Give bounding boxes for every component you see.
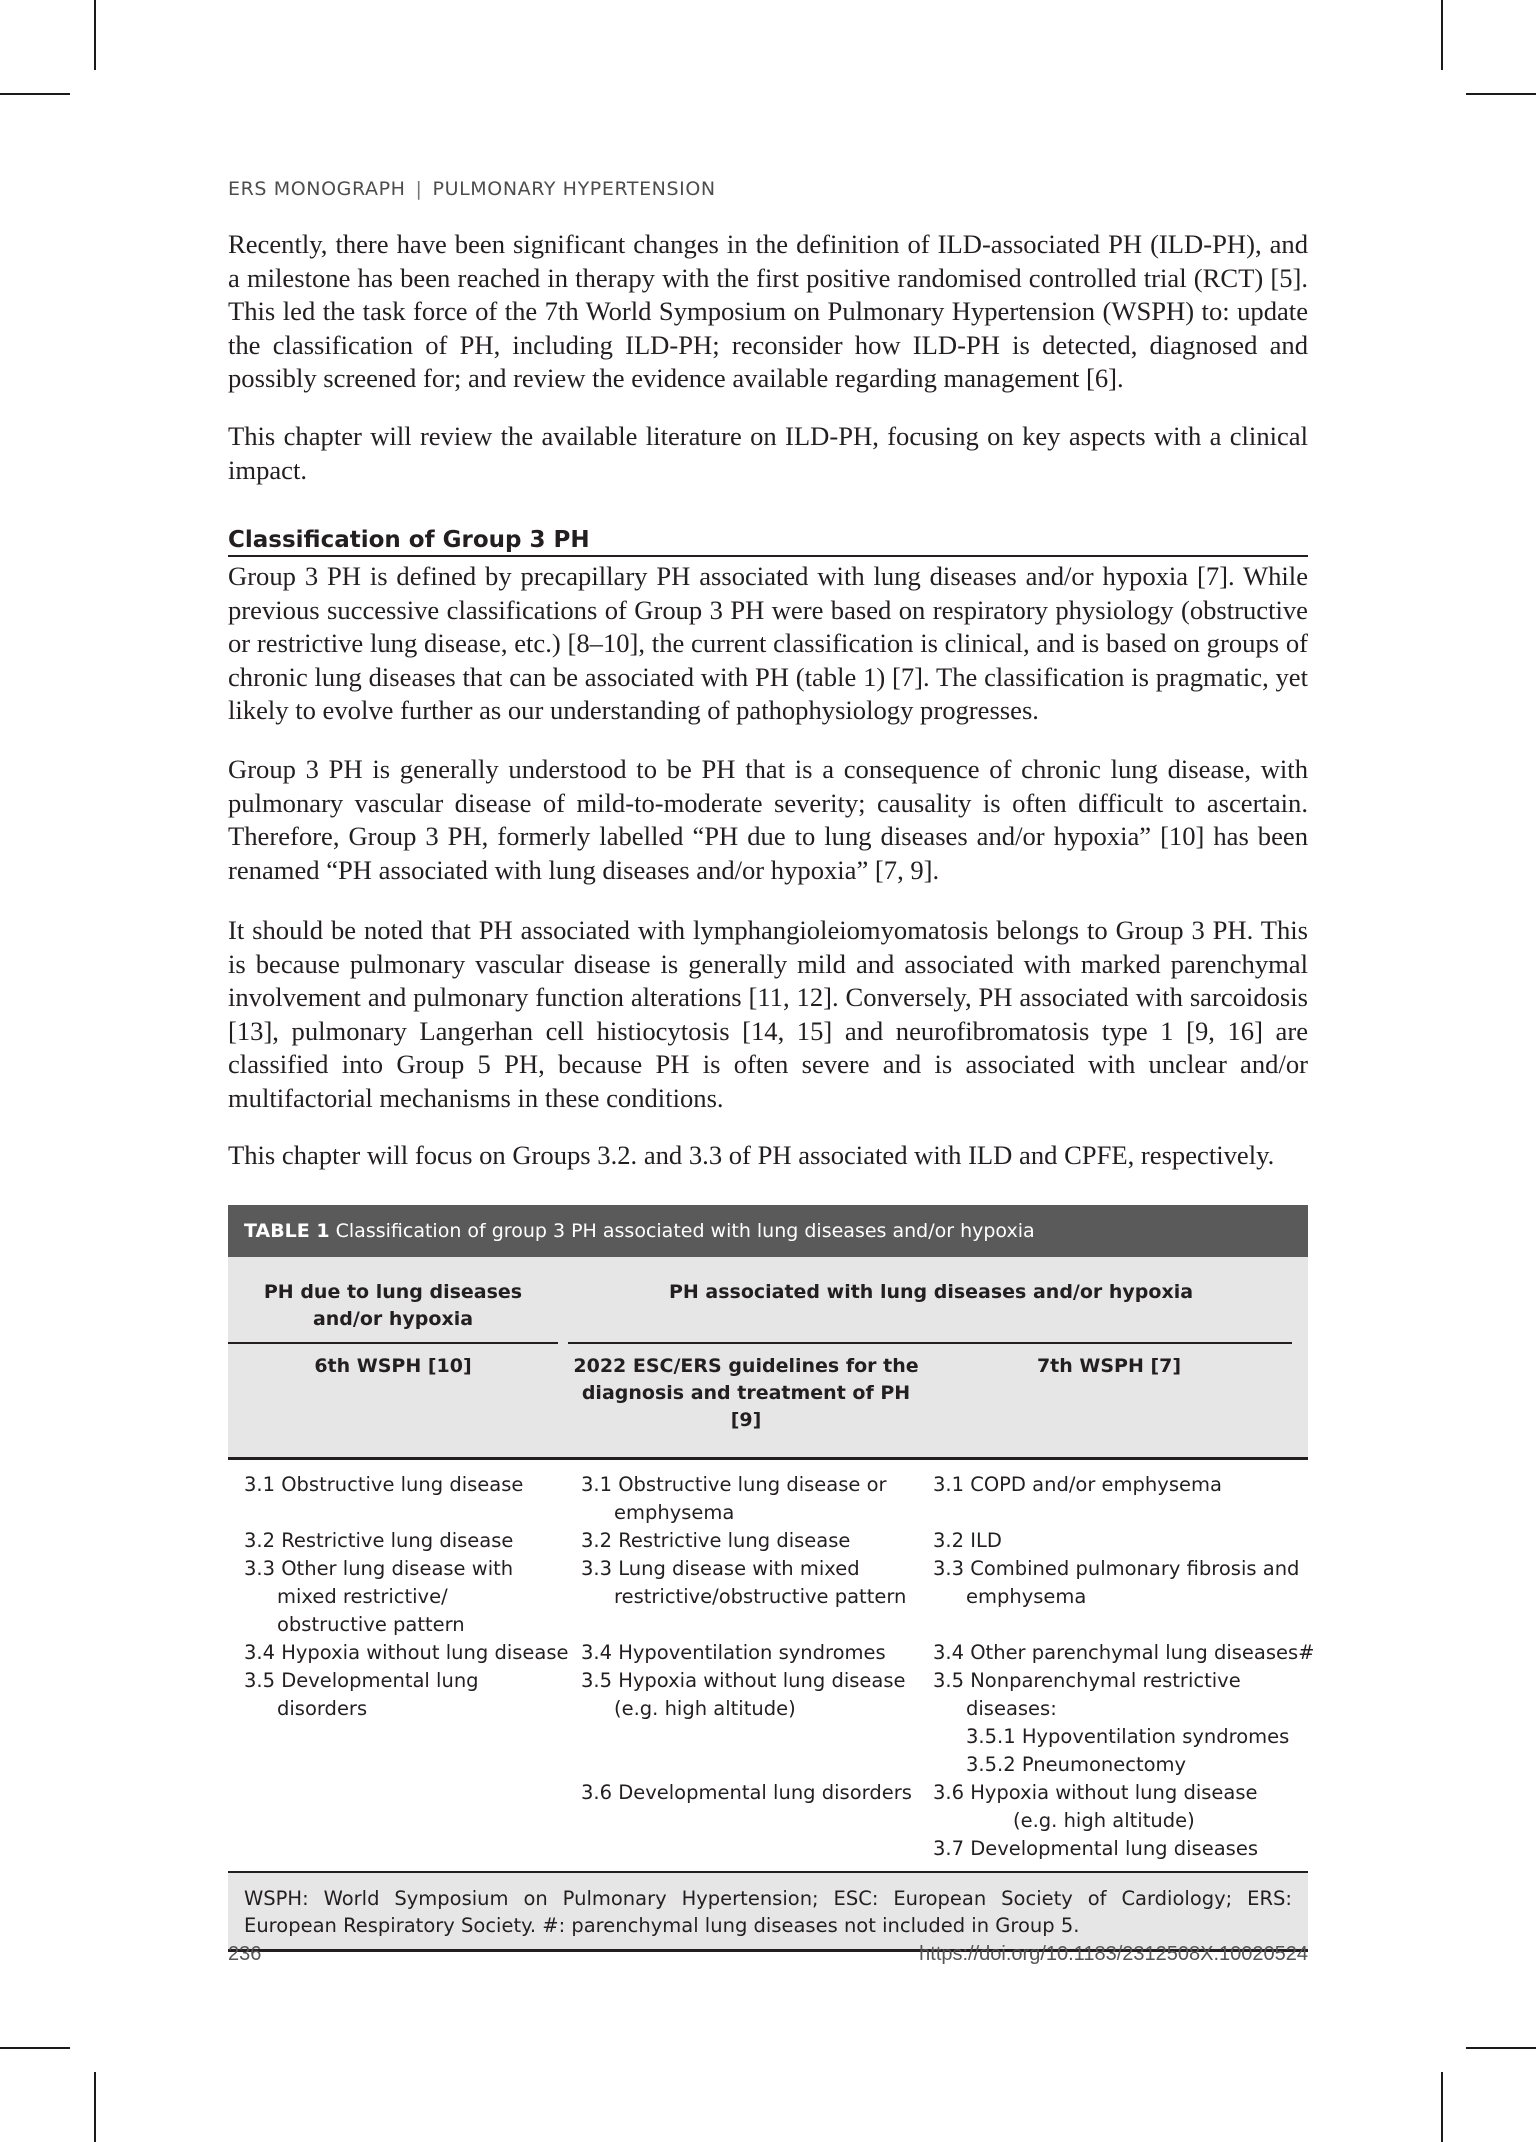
crop-mark	[94, 0, 96, 70]
table-item	[933, 1471, 1222, 1499]
doi-link[interactable]: https://doi.org/10.1183/2312508X.10020524	[919, 1943, 1308, 1965]
table-item	[581, 1555, 906, 1611]
table-item-line: emphysema	[614, 1501, 735, 1524]
table-item-line: 3.1 Obstructive lung disease or	[581, 1473, 887, 1496]
table-item-line: 3.5.2 Pneumonectomy	[966, 1753, 1187, 1776]
crop-mark	[1466, 93, 1536, 95]
crop-mark	[1441, 0, 1443, 70]
table-header	[228, 1257, 1308, 1459]
table-item-line: disorders	[277, 1697, 368, 1720]
table-item	[581, 1779, 912, 1807]
table-item-line: 3.5.1 Hypoventilation syndromes	[966, 1725, 1290, 1748]
table-label: TABLE 1	[244, 1220, 330, 1242]
body-paragraph: Group 3 PH is generally understood to be PH that is a consequence of chronic lung disease, with pulmonary vascular disease of mild-to-moderate severity; causality is often difficult to ascertain. Therefore, Group 3 PH, formerly labelled “PH due to lung diseases and/or hypoxia” [10] has been renamed “PH associated with lung diseases and/or hypoxia” [7, 9].	[228, 754, 1308, 885]
header-right: PH associated with lung diseases and/or hypoxia	[668, 1281, 1194, 1303]
table-item	[581, 1667, 906, 1723]
table-item-line: 3.7 Developmental lung diseases	[933, 1837, 1258, 1860]
table-item-line: mixed restrictive/	[277, 1585, 448, 1608]
header-rule	[568, 1342, 1292, 1344]
running-head	[228, 178, 716, 200]
table-item-line: 3.3 Lung disease with mixed	[581, 1557, 860, 1580]
table-caption: Classification of group 3 PH associated with lung diseases and/or hypoxia	[335, 1220, 1035, 1242]
section-heading: Classification of Group 3 PH	[228, 527, 1308, 557]
crop-mark	[1441, 2072, 1443, 2142]
table-item	[244, 1667, 479, 1723]
table-item-line: (e.g. high altitude)	[1013, 1809, 1195, 1832]
table-item-line: 3.1 COPD and/or emphysema	[933, 1473, 1222, 1496]
table-item	[933, 1555, 1299, 1611]
body-paragraph: It should be noted that PH associated with lymphangioleiomyomatosis belongs to Group 3 PH. This is because pulmonary vascular disease is generally mild and associated with marked parenchymal involvement and pulmonary function alterations [11, 12]. Conversely, PH associated with sarcoidosis [13], pulmonary Langerhan cell histiocytosis [14, 15] and neurofibromatosis type 1 [9, 16] are classified into Group 5 PH, because PH is often severe and is associated with unclear and/or multifactorial mechanisms in these conditions.	[228, 915, 1308, 1113]
table-body	[228, 1459, 1315, 1871]
classification-table	[228, 1205, 1315, 1952]
crop-mark	[1466, 2047, 1536, 2049]
body-paragraph: Recently, there have been significant changes in the definition of ILD-associated PH (ILD-PH), and a milestone has been reached in therapy with the first positive randomised controlled trial (RCT) [5]. This led the task force of the 7th World Symposium on Pulmonary Hypertension (WSPH) to: update the classification of PH, including ILD-PH; reconsider how ILD-PH is detected, diagnosed and possibly screened for; and review the evidence available regarding management [6].	[228, 229, 1308, 393]
table-item-line: 3.1 Obstructive lung disease	[244, 1473, 524, 1496]
running-head-separator: |	[415, 178, 423, 200]
table-item	[933, 1639, 1315, 1667]
body-paragraph	[228, 560, 1308, 728]
table-item-line: 3.4 Hypoventilation syndromes	[581, 1641, 886, 1664]
table-item-line: emphysema	[966, 1585, 1087, 1608]
table-item	[244, 1639, 569, 1667]
crop-mark	[94, 2072, 96, 2142]
paragraph-text: Group 3 PH is defined by precapillary PH associated with lung diseases and/or hypoxia [7]. While previous successive classifications of Group 3 PH were based on respiratory physiology (obstructive or restrictive lung disease, etc.) [8–10], the current classification is clinical, and is based on groups of chronic lung diseases that can be associated with PH (table 1) [7]. The classification is pragmatic, yet likely to evolve further as our understanding of pathophysiology progresses.	[228, 561, 1308, 725]
table-item	[933, 1779, 1258, 1835]
body-paragraph: This chapter will review the available literature on ILD-PH, focusing on key aspects with a clinical impact.	[228, 421, 1308, 485]
crop-mark	[0, 2047, 70, 2049]
table-item-line: obstructive pattern	[277, 1613, 465, 1636]
col1-head: 6th WSPH [10]	[314, 1355, 472, 1377]
table-item	[581, 1471, 887, 1527]
table-title-bar	[228, 1205, 1308, 1257]
header-left: PH due to lung diseases and/or hypoxia	[263, 1281, 523, 1330]
table-item-line: diseases:	[966, 1697, 1057, 1720]
col3-head: 7th WSPH [7]	[1036, 1355, 1182, 1377]
body-paragraph: This chapter will focus on Groups 3.2. and 3.3 of PH associated with ILD and CPFE, respectively.	[228, 1140, 1275, 1170]
table-item-line: 3.2 ILD	[933, 1529, 1002, 1552]
footnote-text: WSPH: World Symposium on Pulmonary Hypertension; ESC: European Society of Cardiology; ERS: European Respiratory Society. #: parenchymal lung diseases not included in Group 5.	[244, 1887, 1292, 1937]
table-item-line: 3.2 Restrictive lung disease	[244, 1529, 514, 1552]
table-item	[244, 1555, 513, 1639]
table-item	[933, 1527, 1002, 1555]
running-head-journal: ERS MONOGRAPH	[228, 178, 406, 200]
running-head-section: PULMONARY HYPERTENSION	[432, 178, 716, 200]
crop-mark	[0, 93, 70, 95]
table-item	[244, 1471, 523, 1499]
header-rule	[228, 1342, 558, 1344]
table-item-line: (e.g. high altitude)	[614, 1697, 796, 1720]
table-item-line: 3.2 Restrictive lung disease	[581, 1529, 851, 1552]
table-item	[244, 1527, 513, 1555]
table-item-line: 3.4 Other parenchymal lung diseases#	[933, 1641, 1315, 1664]
table-item-line: 3.4 Hypoxia without lung disease	[244, 1641, 569, 1664]
col2-head: 2022 ESC/ERS guidelines for the diagnosis and treatment of PH [9]	[573, 1355, 919, 1431]
table-item-line: restrictive/obstructive pattern	[614, 1585, 907, 1608]
table-item	[581, 1639, 886, 1667]
page-number: 236	[228, 1943, 262, 1965]
table-item-line: 3.5 Developmental lung	[244, 1669, 479, 1692]
table-item-line: 3.3 Other lung disease with	[244, 1557, 514, 1580]
table-item-line: 3.3 Combined pulmonary fibrosis and	[933, 1557, 1300, 1580]
table-item	[581, 1527, 850, 1555]
table-item	[933, 1835, 1258, 1863]
table-footnote	[228, 1871, 1308, 1952]
table-item-line: 3.6 Hypoxia without lung disease	[933, 1781, 1258, 1804]
table-item	[933, 1667, 1289, 1779]
table-item-line: 3.5 Hypoxia without lung disease	[581, 1669, 906, 1692]
table-item-line: 3.6 Developmental lung disorders	[581, 1781, 912, 1804]
table-item-line: 3.5 Nonparenchymal restrictive	[933, 1669, 1241, 1692]
